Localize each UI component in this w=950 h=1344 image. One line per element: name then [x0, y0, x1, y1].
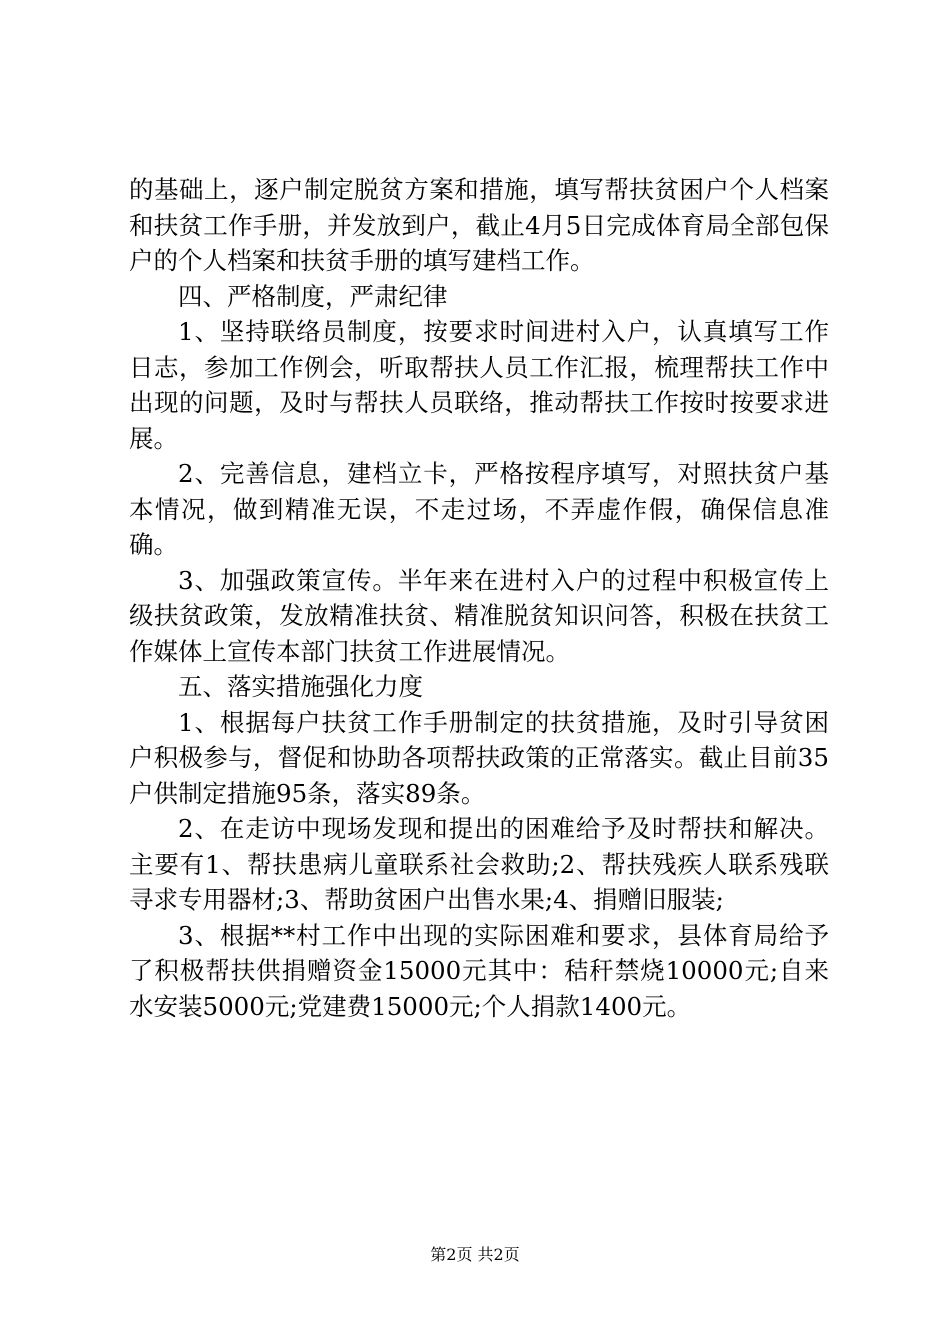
paragraph-4-2: 2、完善信息，建档立卡，严格按程序填写，对照扶贫户基本情况，做到精准无误，不走过场，不弄虚作假，确保信息准确。	[129, 459, 829, 559]
paragraph-continuation: 的基础上，逐户制定脱贫方案和措施，填写帮扶贫困户个人档案和扶贫工作手册，并发放到户，截止4月5日完成体育局全部包保户的个人档案和扶贫手册的填写建档工作。	[129, 175, 829, 275]
paragraph-5-2: 2、在走访中现场发现和提出的困难给予及时帮扶和解决。主要有1、帮扶患病儿童联系社会救助;2、帮扶残疾人联系残联寻求专用器材;3、帮助贫困户出售水果;4、捐赠旧服装;	[129, 814, 829, 914]
paragraph-5-3: 3、根据**村工作中出现的实际困难和要求，县体育局给予了积极帮扶供捐赠资金15000元其中：秸秆禁烧10000元;自来水安装5000元;党建费15000元;个人捐款1400元。	[129, 920, 829, 1021]
paragraph-4-1: 1、坚持联络员制度，按要求时间进村入户，认真填写工作日志，参加工作例会，听取帮扶人员工作汇报，梳理帮扶工作中出现的问题，及时与帮扶人员联络，推动帮扶工作按时按要求进展。	[129, 317, 829, 453]
paragraph-5-1: 1、根据每户扶贫工作手册制定的扶贫措施，及时引导贫困户积极参与，督促和协助各项帮扶政策的正常落实。截止目前35户供制定措施95条，落实89条。	[129, 707, 829, 808]
page-number-footer: 第2页 共2页	[430, 1245, 520, 1264]
paragraph-4-3: 3、加强政策宣传。半年来在进村入户的过程中积极宣传上级扶贫政策，发放精准扶贫、精准脱贫知识问答，积极在扶贫工作媒体上宣传本部门扶贫工作进展情况。	[129, 565, 829, 666]
section-heading-5: 五、落实措施强化力度	[178, 672, 423, 701]
section-heading-4: 四、严格制度，严肃纪律	[178, 281, 448, 311]
document-body	[129, 172, 829, 1024]
